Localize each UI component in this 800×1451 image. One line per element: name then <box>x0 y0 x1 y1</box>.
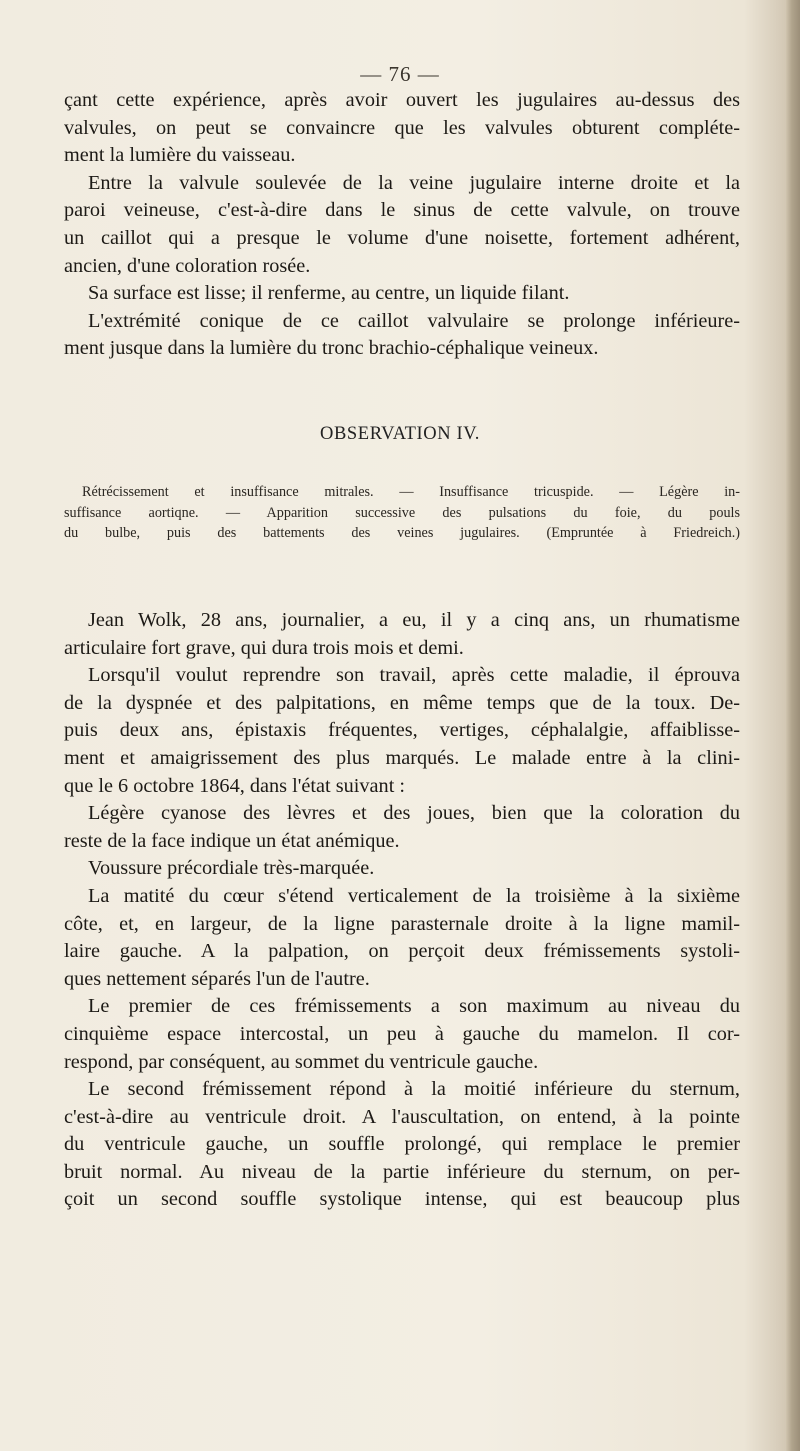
text-line: côte, et, en largeur, de la ligne parasternale droite à la ligne mamil- <box>64 912 740 935</box>
text-line: bruit normal. Au niveau de la partie inférieure du sternum, on per- <box>64 1160 740 1183</box>
page-number: — 76 — <box>360 62 440 86</box>
text-line: c'est-à-dire au ventricule droit. A l'auscultation, on entend, à la pointe <box>64 1105 740 1128</box>
text-line: articulaire fort grave, qui dura trois mois et demi. <box>64 636 464 659</box>
text-line: ment jusque dans la lumière du tronc brachio-céphalique veineux. <box>64 337 599 360</box>
text-line: Le premier de ces frémissements a son maximum au niveau du <box>88 995 740 1018</box>
text-line: de la dyspnée et des palpitations, en même temps que de la toux. De- <box>64 691 740 714</box>
text-line: Légère cyanose des lèvres et des joues, bien que la coloration du <box>88 802 740 825</box>
summary-line: du bulbe, puis des battements des veines jugulaires. (Empruntée à Friedreich.) <box>64 525 740 541</box>
text-line: puis deux ans, épistaxis fréquentes, vertiges, céphalalgie, affaiblisse- <box>64 719 740 742</box>
summary-line: Rétrécissement et insuffisance mitrales. — Insuffisance tricuspide. — Légère in- <box>82 484 740 500</box>
text-line: Le second frémissement répond à la moitié inférieure du sternum, <box>88 1078 740 1101</box>
text-line: valvules, on peut se convaincre que les valvules obturent compléte- <box>64 116 740 139</box>
text-line: un caillot qui a presque le volume d'une noisette, fortement adhérent, <box>64 226 740 249</box>
text-line: Entre la valvule soulevée de la veine jugulaire interne droite et la <box>88 171 740 194</box>
text-line: çoit un second souffle systolique intense, qui est beaucoup plus <box>64 1188 740 1211</box>
text-line: ques nettement séparés l'un de l'autre. <box>64 967 370 990</box>
text-line: Jean Wolk, 28 ans, journalier, a eu, il y a cinq ans, un rhumatisme <box>88 609 740 631</box>
text-line: respond, par conséquent, au sommet du ventricule gauche. <box>64 1050 539 1073</box>
observation-heading: OBSERVATION IV. <box>320 424 480 444</box>
summary-line: suffisance aortiqne. — Apparition successive des pulsations du foie, du pouls <box>64 504 740 521</box>
text-line: paroi veineuse, c'est-à-dire dans le sinus de cette valvule, on trouve <box>64 199 740 222</box>
text-line: laire gauche. A la palpation, on perçoit deux frémissements systoli- <box>64 940 740 963</box>
text-line: Voussure précordiale très-marquée. <box>88 857 375 880</box>
text-line: ment et amaigrissement des plus marqués. Le malade entre à la clini- <box>64 746 740 769</box>
paragraph-block-1 <box>64 87 740 363</box>
text-line: du ventricule gauche, un souffle prolongé, qui remplace le premier <box>64 1133 740 1156</box>
paragraph-block-2 <box>64 607 740 1214</box>
observation-summary <box>64 482 740 544</box>
text-line: cinquième espace intercostal, un peu à gauche du mamelon. Il cor- <box>64 1022 740 1045</box>
text-line: çant cette expérience, après avoir ouvert les jugulaires au-dessus des <box>64 89 740 111</box>
text-line: que le 6 octobre 1864, dans l'état suivant : <box>64 774 406 797</box>
text-line: ment la lumière du vaisseau. <box>64 144 296 167</box>
text-line: Lorsqu'il voulut reprendre son travail, après cette maladie, il éprouva <box>88 664 740 687</box>
text-line: Sa surface est lisse; il renferme, au centre, un liquide filant. <box>88 282 570 305</box>
text-line: La matité du cœur s'étend verticalement de la troisième à la sixième <box>88 884 740 907</box>
text-line: ancien, d'une coloration rosée. <box>64 254 311 277</box>
text-line: L'extrémité conique de ce caillot valvulaire se prolonge inférieure- <box>88 309 740 332</box>
page-edge-shadow <box>786 0 800 1451</box>
text-line: reste de la face indique un état anémique. <box>64 829 400 852</box>
